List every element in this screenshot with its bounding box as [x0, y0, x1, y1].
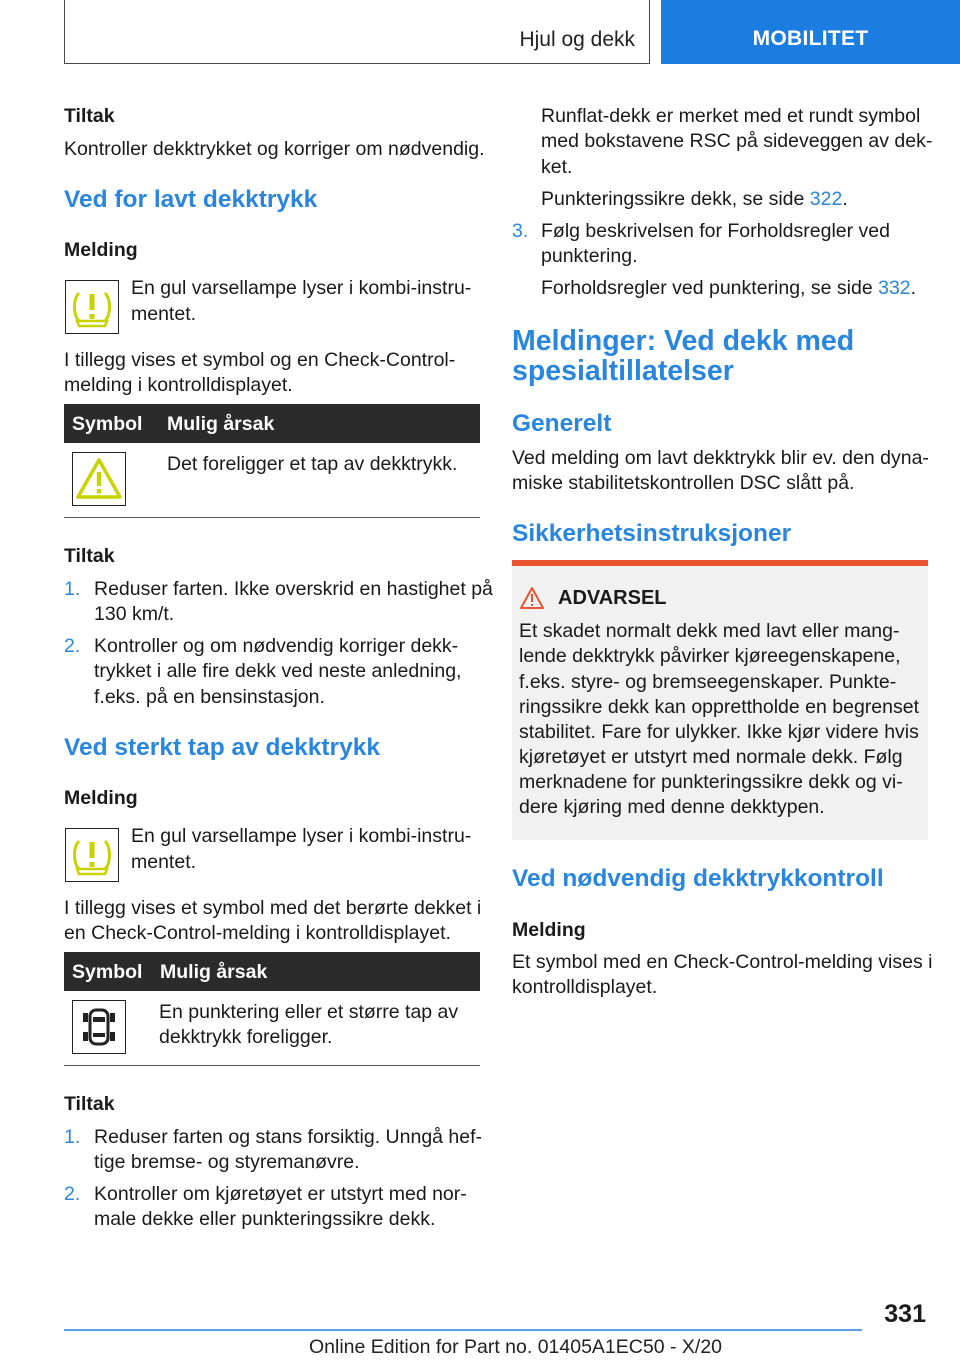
table2-col-cause: Mulig årsak [160, 961, 268, 983]
rsc-reference-text: Punkteringssikre dekk, se side [541, 188, 810, 210]
heading-special-line2: spesialtillatelser [512, 355, 734, 387]
footer-edition: Online Edition for Part no. 01405A1EC50 - X/20 [309, 1336, 723, 1358]
melding-right-line1: Et symbol med en Check-Control-melding vises i [512, 951, 933, 973]
tire-pressure-lamp-icon [65, 280, 119, 334]
heading-strong-loss: Ved sterkt tap av dekktrykk [64, 734, 380, 761]
warning-triangle-icon [72, 452, 126, 506]
heading-low-pressure: Ved for lavt dekktrykk [64, 186, 318, 213]
table1-bottom-rule [64, 517, 480, 518]
step3-reference [541, 276, 916, 302]
tiltak2-heading: Tiltak [64, 545, 115, 567]
table1-col-cause: Mulig årsak [167, 413, 275, 435]
header-section-box [64, 0, 650, 64]
melding2-extra-line2: en Check-Control-melding i kontrolldisplayet. [64, 922, 451, 944]
warning-line3: f.eks. styre- og bremseegenskaper. Punkte- [519, 671, 897, 693]
tiltak3-1-line2: tige bremse- og styremanøvre. [94, 1151, 360, 1173]
rsc-reference [541, 187, 848, 213]
step3-line2: punktering. [541, 245, 638, 267]
page-link-322[interactable]: 322 [809, 188, 843, 210]
page-number: 331 [884, 1300, 926, 1328]
tiltak2-1-line2: 130 km/t. [94, 603, 175, 625]
warning-line2: lende dekktrykk påvirker kjøreegenskapene, [519, 645, 901, 667]
tiltak3-2-line1: Kontroller om kjøretøyet er utstyrt med nor- [94, 1183, 467, 1205]
warning-triangle-small-icon [519, 586, 545, 610]
melding2-line2: mentet. [131, 851, 197, 873]
melding-heading: Melding [64, 239, 138, 261]
tiltak3-heading: Tiltak [64, 1093, 115, 1115]
melding2-extra-line1: I tillegg vises et symbol med det berørte dekket i [64, 897, 482, 919]
general-line2: miske stabilitetskontrollen DSC slått på. [512, 472, 855, 494]
table1-header [64, 404, 480, 443]
melding2-line1: En gul varsellampe lyser i kombi-instru- [131, 825, 472, 847]
warning-line7: merknadene for punkteringssikre dekk og vi- [519, 771, 903, 793]
melding1-extra-line2: melding i kontrolldisplayet. [64, 374, 293, 396]
tiltak3-2-line2: male dekke eller punkteringssikre dekk. [94, 1208, 436, 1230]
warning-line4: ringssikre dekk kan opprettholde en begrenset [519, 696, 919, 718]
heading-needed-check: Ved nødvendig dekktrykkontroll [512, 865, 884, 892]
warning-line1: Et skadet normalt dekk med lavt eller mang- [519, 620, 900, 642]
melding-right-line2: kontrolldisplayet. [512, 976, 658, 998]
tiltak2-num-1: 1. [64, 578, 81, 600]
warning-title: ADVARSEL [558, 587, 667, 609]
tiltak3-num-2: 2. [64, 1183, 81, 1205]
header-chapter-tab[interactable] [661, 0, 960, 64]
melding1-line2: mentet. [131, 303, 197, 325]
tiltak3-num-1: 1. [64, 1126, 81, 1148]
rsc-reference-period: . [842, 188, 848, 210]
table2-header [64, 952, 480, 991]
tiltak2-1-line1: Reduser farten. Ikke overskrid en hastighet på [94, 578, 493, 600]
tiltak2-2-line3: f.eks. på en bensinstasjon. [94, 686, 325, 708]
heading-special-line1: Meldinger: Ved dekk med [512, 325, 855, 357]
general-line1: Ved melding om lavt dekktrykk blir ev. den dyna- [512, 447, 929, 469]
tiltak2-num-2: 2. [64, 635, 81, 657]
table1-col-symbol: Symbol [72, 413, 143, 435]
rsc-line3: ket. [541, 156, 573, 178]
tiltak2-2-line2: trykket i alle fire dekk ved neste anledning, [94, 660, 462, 682]
tiltak-text: Kontroller dekktrykket og korriger om nødvendig. [64, 138, 485, 160]
table1-cause: Det foreligger et tap av dekktrykk. [167, 453, 458, 475]
table2-cause-line2: dekktrykk foreligger. [159, 1026, 333, 1048]
melding1-line1: En gul varsellampe lyser i kombi-instru- [131, 277, 472, 299]
melding1-extra-line1: I tillegg vises et symbol og en Check-Control- [64, 349, 456, 371]
car-tire-icon [72, 1000, 126, 1054]
rsc-line1: Runflat-dekk er merket med et rundt symbol [541, 105, 921, 127]
heading-safety: Sikkerhetsinstruksjoner [512, 520, 792, 547]
step3-num: 3. [512, 220, 529, 242]
page-link-332[interactable]: 332 [878, 277, 911, 299]
warning-line8: dere kjøring med denne dekktypen. [519, 796, 825, 818]
header-chapter-label: MOBILITET [752, 27, 869, 50]
warning-line5: stabilitet. Fare for ulykker. Ikke kjør videre hvis [519, 721, 919, 743]
warning-line6: kjøretøyet er utstyrt med normale dekk. Følg [519, 746, 903, 768]
step3-line1: Følg beskrivelsen for Forholdsregler ved [541, 220, 890, 242]
tiltak3-1-line1: Reduser farten og stans forsiktig. Unngå hef- [94, 1126, 483, 1148]
table2-col-symbol: Symbol [72, 961, 143, 983]
rsc-line2: med bokstavene RSC på sideveggen av dek- [541, 130, 933, 152]
tiltak2-2-line1: Kontroller og om nødvendig korriger dekk- [94, 635, 459, 657]
table2-bottom-rule [64, 1065, 480, 1066]
step3-reference-period: . [910, 277, 917, 299]
tire-pressure-lamp-icon-2 [65, 828, 119, 882]
melding2-heading: Melding [64, 787, 138, 809]
step3-reference-text: Forholdsregler ved punktering, se side [541, 277, 879, 299]
header-section-title: Hjul og dekk [519, 28, 635, 51]
footer-rule [64, 1329, 862, 1331]
table2-cause-line1: En punktering eller et større tap av [159, 1001, 459, 1023]
melding-right-heading: Melding [512, 919, 586, 941]
heading-general: Generelt [512, 410, 612, 437]
tiltak-heading: Tiltak [64, 105, 115, 127]
